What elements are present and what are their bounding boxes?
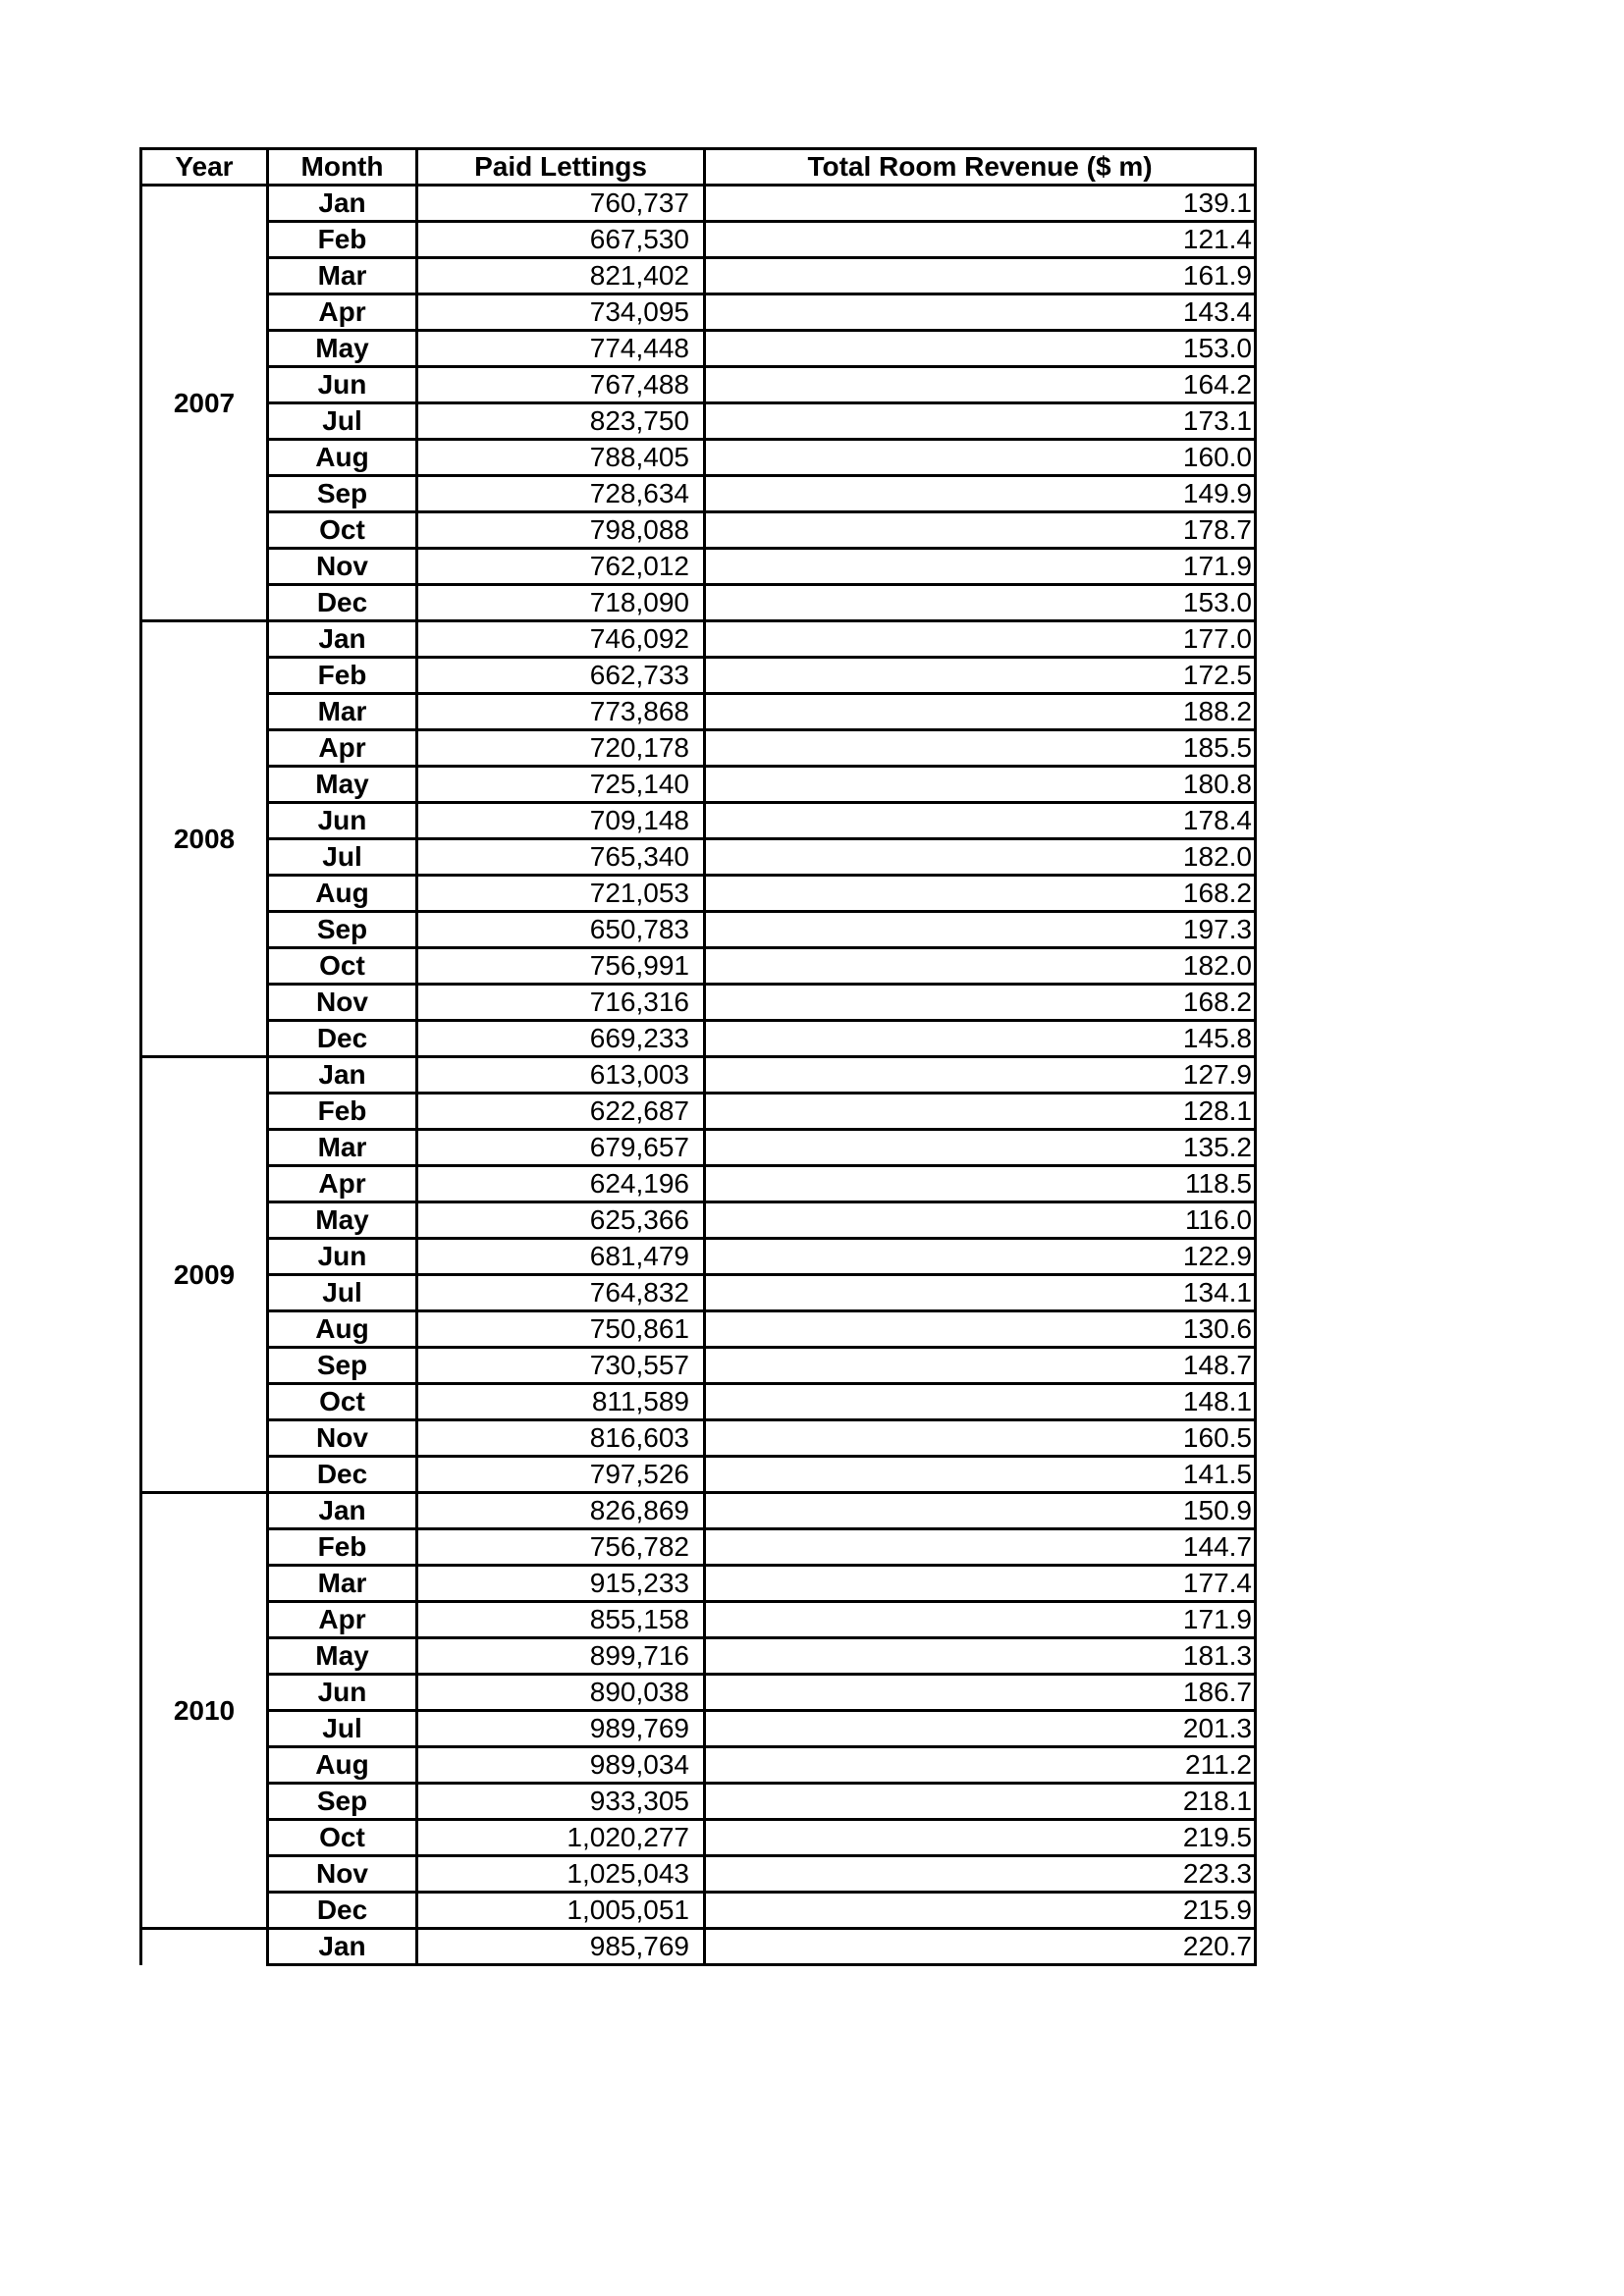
room-revenue-cell: 160.5	[705, 1420, 1256, 1457]
month-cell: Feb	[268, 658, 417, 694]
month-cell: Dec	[268, 585, 417, 621]
room-revenue-cell: 118.5	[705, 1166, 1256, 1202]
table-row	[141, 258, 1256, 294]
header-year: Year	[141, 149, 268, 186]
room-revenue-cell: 127.9	[705, 1057, 1256, 1094]
paid-lettings-cell: 622,687	[417, 1094, 705, 1130]
paid-lettings-cell: 788,405	[417, 440, 705, 476]
paid-lettings-cell: 762,012	[417, 549, 705, 585]
month-cell: Jan	[268, 1057, 417, 1094]
month-cell: Feb	[268, 1529, 417, 1566]
paid-lettings-cell: 756,782	[417, 1529, 705, 1566]
table-row	[141, 1784, 1256, 1820]
room-revenue-cell: 178.7	[705, 512, 1256, 549]
room-revenue-cell: 219.5	[705, 1820, 1256, 1856]
month-cell: Jul	[268, 403, 417, 440]
table-row	[141, 1094, 1256, 1130]
table-row	[141, 440, 1256, 476]
table-row	[141, 1021, 1256, 1057]
table-row	[141, 948, 1256, 985]
table-row	[141, 476, 1256, 512]
table-row	[141, 1275, 1256, 1311]
paid-lettings-cell: 669,233	[417, 1021, 705, 1057]
table-row	[141, 549, 1256, 585]
room-revenue-cell: 160.0	[705, 440, 1256, 476]
paid-lettings-cell: 821,402	[417, 258, 705, 294]
month-cell: May	[268, 767, 417, 803]
month-cell: Aug	[268, 876, 417, 912]
paid-lettings-cell: 709,148	[417, 803, 705, 839]
month-cell: Feb	[268, 222, 417, 258]
paid-lettings-cell: 667,530	[417, 222, 705, 258]
month-cell: Dec	[268, 1893, 417, 1929]
table-row	[141, 767, 1256, 803]
table-row	[141, 222, 1256, 258]
month-cell: Jun	[268, 803, 417, 839]
room-revenue-cell: 150.9	[705, 1493, 1256, 1529]
month-cell: May	[268, 1638, 417, 1675]
room-revenue-cell: 130.6	[705, 1311, 1256, 1348]
paid-lettings-cell: 933,305	[417, 1784, 705, 1820]
room-revenue-cell: 148.1	[705, 1384, 1256, 1420]
header-row	[141, 149, 1256, 186]
table-body	[141, 186, 1256, 1965]
paid-lettings-cell: 899,716	[417, 1638, 705, 1675]
room-revenue-cell: 172.5	[705, 658, 1256, 694]
month-cell: Oct	[268, 1384, 417, 1420]
paid-lettings-cell: 746,092	[417, 621, 705, 658]
month-cell: Nov	[268, 549, 417, 585]
paid-lettings-cell: 625,366	[417, 1202, 705, 1239]
paid-lettings-cell: 890,038	[417, 1675, 705, 1711]
table-row	[141, 1493, 1256, 1529]
room-revenue-cell: 134.1	[705, 1275, 1256, 1311]
room-revenue-cell: 171.9	[705, 1602, 1256, 1638]
paid-lettings-cell: 989,769	[417, 1711, 705, 1747]
paid-lettings-cell: 730,557	[417, 1348, 705, 1384]
room-revenue-cell: 177.4	[705, 1566, 1256, 1602]
paid-lettings-cell: 985,769	[417, 1929, 705, 1965]
room-revenue-cell: 149.9	[705, 476, 1256, 512]
room-revenue-cell: 148.7	[705, 1348, 1256, 1384]
paid-lettings-cell: 915,233	[417, 1566, 705, 1602]
room-revenue-cell: 173.1	[705, 403, 1256, 440]
table-row	[141, 621, 1256, 658]
month-cell: Jan	[268, 186, 417, 222]
table-row	[141, 1166, 1256, 1202]
table-row	[141, 585, 1256, 621]
paid-lettings-cell: 725,140	[417, 767, 705, 803]
header-month: Month	[268, 149, 417, 186]
year-cell: 2007	[141, 186, 268, 621]
month-cell: May	[268, 331, 417, 367]
month-cell: Apr	[268, 1602, 417, 1638]
room-revenue-cell: 168.2	[705, 876, 1256, 912]
month-cell: Sep	[268, 476, 417, 512]
paid-lettings-cell: 734,095	[417, 294, 705, 331]
room-revenue-cell: 171.9	[705, 549, 1256, 585]
room-revenue-cell: 220.7	[705, 1929, 1256, 1965]
month-cell: Jun	[268, 367, 417, 403]
table-row	[141, 331, 1256, 367]
table-row	[141, 1202, 1256, 1239]
month-cell: Sep	[268, 1784, 417, 1820]
data-table	[139, 147, 1257, 1966]
paid-lettings-cell: 798,088	[417, 512, 705, 549]
table-row	[141, 985, 1256, 1021]
table-row	[141, 1420, 1256, 1457]
room-revenue-cell: 164.2	[705, 367, 1256, 403]
paid-lettings-cell: 716,316	[417, 985, 705, 1021]
year-cell: 2010	[141, 1493, 268, 1929]
table-row	[141, 1711, 1256, 1747]
table-row	[141, 1457, 1256, 1493]
table-row	[141, 1311, 1256, 1348]
table-row	[141, 1675, 1256, 1711]
room-revenue-cell: 161.9	[705, 258, 1256, 294]
paid-lettings-cell: 681,479	[417, 1239, 705, 1275]
paid-lettings-cell: 1,020,277	[417, 1820, 705, 1856]
month-cell: Dec	[268, 1021, 417, 1057]
table-row	[141, 658, 1256, 694]
table-row	[141, 839, 1256, 876]
room-revenue-cell: 188.2	[705, 694, 1256, 730]
table-row	[141, 403, 1256, 440]
paid-lettings-cell: 1,025,043	[417, 1856, 705, 1893]
paid-lettings-cell: 816,603	[417, 1420, 705, 1457]
month-cell: Aug	[268, 440, 417, 476]
room-revenue-cell: 135.2	[705, 1130, 1256, 1166]
paid-lettings-cell: 728,634	[417, 476, 705, 512]
paid-lettings-cell: 756,991	[417, 948, 705, 985]
table-row	[141, 186, 1256, 222]
month-cell: Aug	[268, 1747, 417, 1784]
paid-lettings-cell: 650,783	[417, 912, 705, 948]
month-cell: Jul	[268, 1275, 417, 1311]
month-cell: Apr	[268, 730, 417, 767]
room-revenue-cell: 223.3	[705, 1856, 1256, 1893]
paid-lettings-cell: 773,868	[417, 694, 705, 730]
table-row	[141, 694, 1256, 730]
month-cell: Mar	[268, 1566, 417, 1602]
table-row	[141, 876, 1256, 912]
paid-lettings-cell: 989,034	[417, 1747, 705, 1784]
year-cell: 2008	[141, 621, 268, 1057]
month-cell: Feb	[268, 1094, 417, 1130]
paid-lettings-cell: 720,178	[417, 730, 705, 767]
month-cell: Jun	[268, 1675, 417, 1711]
table-row	[141, 1057, 1256, 1094]
table-row	[141, 1239, 1256, 1275]
month-cell: Aug	[268, 1311, 417, 1348]
paid-lettings-cell: 662,733	[417, 658, 705, 694]
table-row	[141, 1638, 1256, 1675]
month-cell: Mar	[268, 694, 417, 730]
month-cell: Oct	[268, 1820, 417, 1856]
header-total-room-revenue: Total Room Revenue ($ m)	[705, 149, 1256, 186]
room-revenue-cell: 116.0	[705, 1202, 1256, 1239]
table-row	[141, 512, 1256, 549]
table-row	[141, 1566, 1256, 1602]
table-row	[141, 1856, 1256, 1893]
table-row	[141, 912, 1256, 948]
room-revenue-cell: 211.2	[705, 1747, 1256, 1784]
table-row	[141, 803, 1256, 839]
month-cell: Jun	[268, 1239, 417, 1275]
table-row	[141, 730, 1256, 767]
table-row	[141, 1929, 1256, 1965]
room-revenue-cell: 180.8	[705, 767, 1256, 803]
month-cell: May	[268, 1202, 417, 1239]
room-revenue-cell: 121.4	[705, 222, 1256, 258]
paid-lettings-cell: 718,090	[417, 585, 705, 621]
month-cell: Jan	[268, 1493, 417, 1529]
room-revenue-cell: 182.0	[705, 839, 1256, 876]
paid-lettings-cell: 750,861	[417, 1311, 705, 1348]
room-revenue-cell: 168.2	[705, 985, 1256, 1021]
room-revenue-cell: 181.3	[705, 1638, 1256, 1675]
table-row	[141, 1130, 1256, 1166]
paid-lettings-cell: 823,750	[417, 403, 705, 440]
paid-lettings-cell: 811,589	[417, 1384, 705, 1420]
year-cell	[141, 1929, 268, 1965]
paid-lettings-cell: 1,005,051	[417, 1893, 705, 1929]
table-row	[141, 1348, 1256, 1384]
month-cell: Jul	[268, 1711, 417, 1747]
paid-lettings-cell: 679,657	[417, 1130, 705, 1166]
room-revenue-cell: 178.4	[705, 803, 1256, 839]
room-revenue-cell: 177.0	[705, 621, 1256, 658]
room-revenue-cell: 153.0	[705, 585, 1256, 621]
month-cell: Oct	[268, 948, 417, 985]
paid-lettings-cell: 855,158	[417, 1602, 705, 1638]
room-revenue-cell: 128.1	[705, 1094, 1256, 1130]
paid-lettings-cell: 613,003	[417, 1057, 705, 1094]
room-revenue-cell: 122.9	[705, 1239, 1256, 1275]
header-paid-lettings: Paid Lettings	[417, 149, 705, 186]
month-cell: Mar	[268, 1130, 417, 1166]
table-row	[141, 1820, 1256, 1856]
room-revenue-cell: 141.5	[705, 1457, 1256, 1493]
month-cell: Sep	[268, 1348, 417, 1384]
table-row	[141, 1384, 1256, 1420]
month-cell: Apr	[268, 294, 417, 331]
table-row	[141, 294, 1256, 331]
room-revenue-cell: 143.4	[705, 294, 1256, 331]
month-cell: Jul	[268, 839, 417, 876]
table-row	[141, 1602, 1256, 1638]
month-cell: Apr	[268, 1166, 417, 1202]
room-revenue-cell: 197.3	[705, 912, 1256, 948]
year-cell: 2009	[141, 1057, 268, 1493]
room-revenue-cell: 153.0	[705, 331, 1256, 367]
month-cell: Jan	[268, 1929, 417, 1965]
room-revenue-cell: 186.7	[705, 1675, 1256, 1711]
paid-lettings-cell: 774,448	[417, 331, 705, 367]
month-cell: Nov	[268, 1856, 417, 1893]
paid-lettings-cell: 764,832	[417, 1275, 705, 1311]
month-cell: Mar	[268, 258, 417, 294]
month-cell: Jan	[268, 621, 417, 658]
paid-lettings-cell: 797,526	[417, 1457, 705, 1493]
month-cell: Sep	[268, 912, 417, 948]
table-row	[141, 1529, 1256, 1566]
room-revenue-cell: 145.8	[705, 1021, 1256, 1057]
paid-lettings-cell: 760,737	[417, 186, 705, 222]
room-revenue-cell: 139.1	[705, 186, 1256, 222]
table-row	[141, 367, 1256, 403]
month-cell: Nov	[268, 985, 417, 1021]
room-revenue-cell: 185.5	[705, 730, 1256, 767]
room-revenue-cell: 182.0	[705, 948, 1256, 985]
month-cell: Oct	[268, 512, 417, 549]
paid-lettings-cell: 624,196	[417, 1166, 705, 1202]
room-revenue-cell: 201.3	[705, 1711, 1256, 1747]
table-row	[141, 1893, 1256, 1929]
room-revenue-cell: 218.1	[705, 1784, 1256, 1820]
paid-lettings-cell: 765,340	[417, 839, 705, 876]
room-revenue-cell: 144.7	[705, 1529, 1256, 1566]
month-cell: Nov	[268, 1420, 417, 1457]
room-revenue-cell: 215.9	[705, 1893, 1256, 1929]
month-cell: Dec	[268, 1457, 417, 1493]
paid-lettings-cell: 767,488	[417, 367, 705, 403]
paid-lettings-cell: 721,053	[417, 876, 705, 912]
table-row	[141, 1747, 1256, 1784]
paid-lettings-cell: 826,869	[417, 1493, 705, 1529]
